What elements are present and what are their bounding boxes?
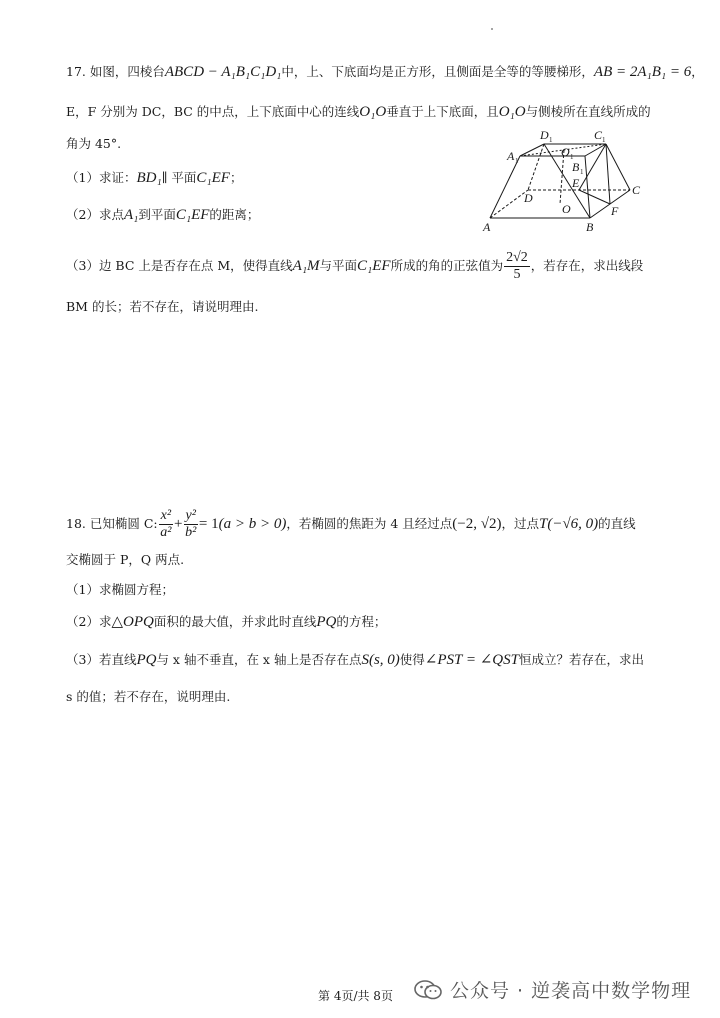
q18-line2: 交椭圆于 P，Q 两点. (66, 552, 185, 567)
q18-line1: 18. 已知椭圆 C: $\frac{\text{x²}}{\text{a²}}$ + $\frac{\text{y²}}{\text{b²}}$ = 1(a > b > 0)，若椭圆的焦距为 4 且经过点(−2, √2)，过点T(−√6, 0)的直线 (66, 508, 636, 540)
ellipse-frac-y: $\frac{\text{y²}}{\text{b²}}$ (185, 508, 197, 540)
label-e: E (572, 176, 580, 190)
watermark (414, 976, 691, 1003)
label-a1: A (507, 149, 515, 163)
label-o1: O (561, 145, 570, 159)
label-d1: D (540, 128, 549, 142)
edge-b-b1 (585, 156, 590, 218)
q18-part1: （1）求椭圆方程； (66, 582, 174, 597)
watermark-text: 公众号 · 逆袭高中数学物理 (450, 980, 692, 1002)
label-o: O (562, 202, 571, 216)
frustum-figure (478, 126, 658, 238)
q17-line2: E，F 分别为 DC，BC 的中点，上下底面中心的连线O₁O垂直于上下底面，且O₁O与侧棱所在直线所成的 (66, 104, 651, 120)
svg-text:1: 1 (515, 157, 519, 165)
q18-part3: （3）若直线PQ与 x 轴不垂直，在 x 轴上是否存在点S(s, 0)使得∠PST = ∠QST恒成立？若存在，求出 (66, 652, 644, 668)
wechat-icon (414, 979, 442, 1001)
q17-line1: 17. 如图，四棱台ABCD − A₁B₁C₁D₁中，上、下底面均是正方形，且侧面是全等的等腰梯形，AB = 2A₁B₁ = 6， (66, 64, 704, 80)
label-c: C (632, 183, 641, 197)
edge-c-c1 (606, 144, 630, 190)
q17-line3: 角为 45°. (66, 136, 122, 151)
q17-part3: （3）边 BC 上是否存在点 M，使得直线A₁M与平面C₁EF所成的角的正弦值为 $\frac{2√2}{5}$ ，若存在，求出线段 (66, 250, 644, 282)
svg-text:1: 1 (602, 136, 606, 144)
svg-text:1: 1 (549, 136, 553, 144)
segment-e-f (579, 190, 610, 204)
label-a: A (483, 220, 491, 234)
segment-c1-e (579, 144, 606, 190)
label-b: B (586, 220, 594, 234)
page-number: 第 4页/共 8页 (318, 989, 393, 1003)
ellipse-frac-x: $\frac{\text{x²}}{\text{a²}}$ (160, 508, 172, 540)
edge-a-a1 (490, 156, 520, 218)
svg-text:1: 1 (570, 153, 574, 161)
speck (491, 28, 493, 30)
sine-value-fraction: $\frac{2√2}{5}$ (506, 250, 528, 282)
label-d: D (524, 191, 533, 205)
label-b1: B (572, 160, 580, 174)
label-c1: C (594, 128, 603, 142)
q17-part1: （1）求证：BD₁∥ 平面C₁EF； (66, 170, 243, 186)
svg-text:1: 1 (580, 168, 584, 176)
segment-c1-f (606, 144, 610, 204)
q17-part2: （2）求点A₁到平面C₁EF的距离； (66, 207, 260, 223)
edge-a-d (490, 190, 528, 218)
q18-part3-cont: s 的值；若不存在，说明理由. (66, 689, 231, 704)
label-f: F (611, 204, 619, 218)
q17-part3-cont: BM 的长；若不存在，请说明理由. (66, 299, 259, 314)
q18-part2: （2）求△OPQ面积的最大值，并求此时直线PQ的方程； (66, 614, 387, 630)
